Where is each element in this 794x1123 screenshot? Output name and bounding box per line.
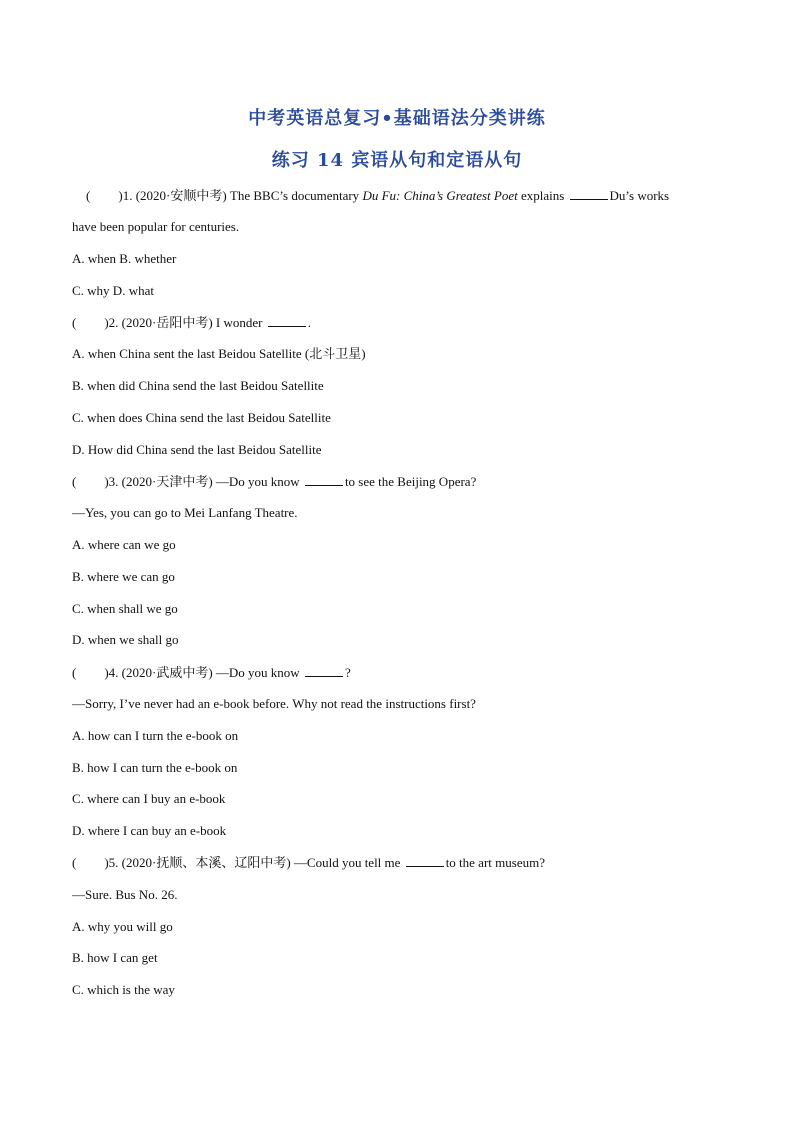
question-1-stem xyxy=(72,187,732,205)
answer-paren-open: ( xyxy=(86,188,91,203)
question-4-option-c: C. where can I buy an e-book xyxy=(72,791,226,806)
fill-blank[interactable] xyxy=(305,473,343,486)
question-1-continuation: have been popular for centuries. xyxy=(72,219,240,234)
question-3-option-d: D. when we shall go xyxy=(72,632,179,647)
question-4-tail: ? xyxy=(344,665,351,680)
question-2-option-a: A. when China sent the last Beidou Satellite (北斗卫星) xyxy=(72,346,366,361)
question-3-option-b: B. where we can go xyxy=(72,569,175,584)
question-4-stem xyxy=(72,664,732,682)
question-5-option-a: A. why you will go xyxy=(72,919,173,934)
question-4-text: )4. (2020·武威中考) —Do you know xyxy=(104,665,303,680)
question-1-text-b: explains xyxy=(517,188,568,203)
question-1-options-cd: C. why D. what xyxy=(72,283,154,298)
exercise-title: 练习 14 宾语从句和定语从句 xyxy=(271,150,523,171)
answer-paren-close: ) xyxy=(118,188,123,203)
question-2-option-b: B. when did China send the last Beidou Satellite xyxy=(72,378,324,393)
question-5-option-c: C. which is the way xyxy=(72,982,175,997)
question-1-text-c: Du’s works xyxy=(609,188,670,203)
question-1-options-ab: A. when B. whether xyxy=(72,251,177,266)
question-5-stem xyxy=(72,854,732,872)
question-2-option-d: D. How did China send the last Beidou Satellite xyxy=(72,442,322,457)
fill-blank[interactable] xyxy=(268,314,306,327)
question-5-reply: —Sure. Bus No. 26. xyxy=(72,887,178,902)
page-title: 中考英语总复习•基础语法分类讲练 xyxy=(248,108,546,129)
question-4-option-a: A. how can I turn the e-book on xyxy=(72,728,239,743)
question-3-option-c: C. when shall we go xyxy=(72,601,178,616)
question-1-text: 1. (2020·安顺中考) The BBC’s documentary xyxy=(122,188,363,203)
answer-paren-open: ( xyxy=(72,855,77,870)
question-5-option-b: B. how I can get xyxy=(72,950,158,965)
question-4-option-b: B. how I can turn the e-book on xyxy=(72,760,238,775)
question-4-reply: —Sorry, I’ve never had an e-book before. Why not read the instructions first? xyxy=(72,696,476,711)
question-5-text: )5. (2020·抚顺、本溪、辽阳中考) —Could you tell me xyxy=(104,855,404,870)
answer-paren-open: ( xyxy=(72,474,77,489)
fill-blank[interactable] xyxy=(570,187,608,200)
fill-blank[interactable] xyxy=(406,854,444,867)
answer-paren-open: ( xyxy=(72,665,77,680)
question-3-text: )3. (2020·天津中考) —Do you know xyxy=(104,474,303,489)
question-3-option-a: A. where can we go xyxy=(72,537,176,552)
question-3-stem xyxy=(72,473,732,491)
question-3-tail: to see the Beijing Opera? xyxy=(344,474,477,489)
answer-paren-open: ( xyxy=(72,315,77,330)
question-5-tail: to the art museum? xyxy=(445,855,545,870)
question-2-text: )2. (2020·岳阳中考) I wonder xyxy=(104,315,266,330)
question-2-stem xyxy=(72,314,732,332)
question-2-tail: . xyxy=(307,315,311,330)
fill-blank[interactable] xyxy=(305,664,343,677)
question-2-option-c: C. when does China send the last Beidou Satellite xyxy=(72,410,331,425)
question-3-reply: —Yes, you can go to Mei Lanfang Theatre. xyxy=(72,505,298,520)
question-1-italic-title: Du Fu: China’s Greatest Poet xyxy=(362,188,518,203)
question-4-option-d: D. where I can buy an e-book xyxy=(72,823,227,838)
